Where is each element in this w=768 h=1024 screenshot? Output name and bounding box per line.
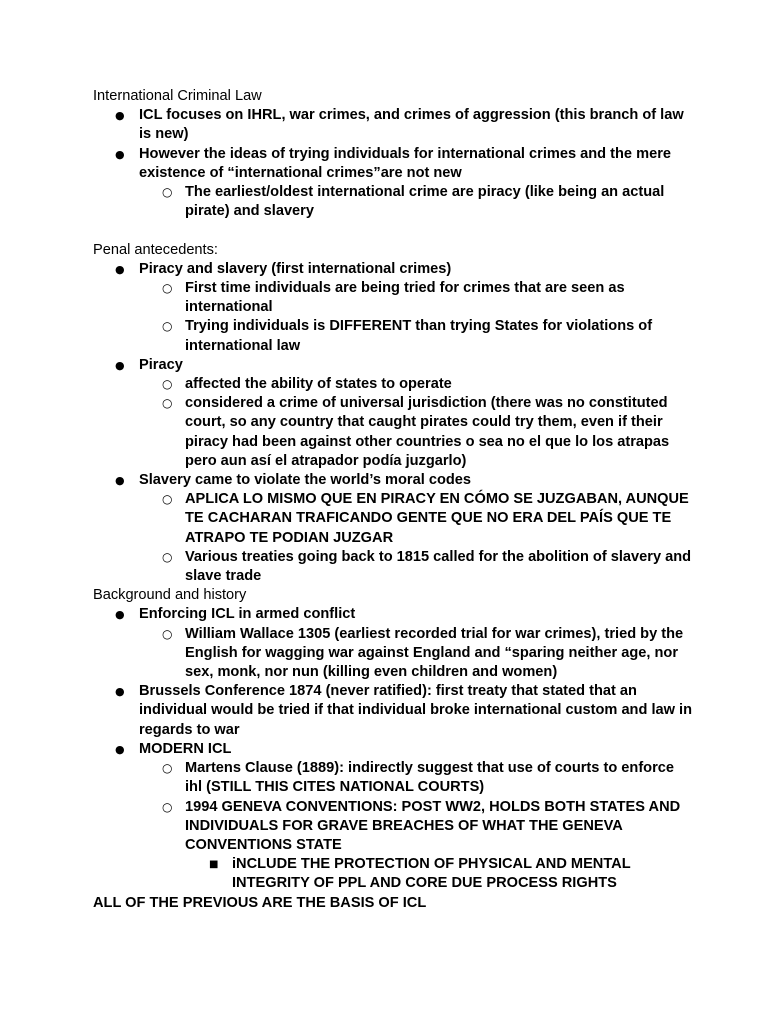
closing-statement: ALL OF THE PREVIOUS ARE THE BASIS OF ICL [93,894,427,911]
list-item-text: However the ideas of trying individuals for international crimes and the mere existence of “international crimes”are not new [139,145,671,181]
list-item-text: 1994 GENEVA CONVENTIONS: POST WW2, HOLDS BOTH STATES AND INDIVIDUALS FOR GRAVE BREACHES OF WHAT THE GENEVA CONVENTIONS STATE [185,798,681,853]
hollow-circle-bullet-icon: ○ [162,396,173,411]
list-item [93,625,693,683]
list-item-text: William Wallace 1305 (earliest recorded trial for war crimes), tried by the English for wagging war against England and “sparing neither age, nor sex, monk, nor nun (killing even children and women) [185,625,684,681]
list-item-text: First time individuals are being tried for crimes that are seen as international [185,280,625,316]
list-item-text: Piracy [139,356,183,373]
hollow-circle-bullet-icon: ○ [162,281,173,296]
hollow-circle-bullet-icon: ○ [162,319,173,334]
list-item [93,260,693,279]
list-item-text: Slavery came to violate the world’s moral codes [139,472,472,489]
hollow-circle-bullet-icon: ○ [162,377,173,392]
list-item [93,106,693,144]
list-item-text: considered a crime of universal jurisdiction (there was no constituted court, so any country that caught pirates could try them, even if their piracy had been against other countries o sea no el que lo los atrapas pero aun así el atrapador podía juzgarlo) [185,395,670,469]
list-item-text: iNCLUDE THE PROTECTION OF PHYSICAL AND MENTAL INTEGRITY OF PPL AND CORE DUE PROCESS RIGHTS [232,856,631,892]
list-item [93,145,693,183]
document-title: International Criminal Law [93,88,262,104]
list-item [93,394,693,471]
filled-circle-bullet-icon: ● [115,147,125,161]
filled-circle-bullet-icon: ● [115,109,125,123]
list-item [93,798,693,856]
list-item-text: Trying individuals is DIFFERENT than trying States for violations of international law [185,318,653,354]
list-item [93,471,693,490]
list-item [93,759,693,797]
list-item-text: Brussels Conference 1874 (never ratified): first treaty that stated that an individual would be tried if that individual broke international custom and law in regards to war [139,683,692,738]
hollow-circle-bullet-icon: ○ [162,761,173,776]
hollow-circle-bullet-icon: ○ [162,185,173,200]
list-item [93,548,693,586]
hollow-circle-bullet-icon: ○ [162,492,173,507]
list-item-text: affected the ability of states to operate [185,376,452,393]
list-item [93,682,693,740]
filled-circle-bullet-icon: ● [115,262,125,276]
filled-circle-bullet-icon: ● [115,358,125,372]
list-item [93,356,693,375]
filled-circle-bullet-icon: ● [115,608,125,622]
list-item-text: Enforcing ICL in armed conflict [139,606,356,623]
list-item [93,855,693,893]
list-item [93,317,693,355]
list-item [93,605,693,624]
list-item-text: Martens Clause (1889): indirectly suggest that use of courts to enforce ihl (STILL THIS CITES NATIONAL COURTS) [185,760,675,796]
list-item-text: MODERN ICL [139,740,232,757]
list-item-text: The earliest/oldest international crime are piracy (like being an actual pirate) and slavery [185,184,665,220]
list-item [93,375,693,394]
list-item [93,279,693,317]
filled-circle-bullet-icon: ● [115,685,125,699]
hollow-circle-bullet-icon: ○ [162,626,173,641]
hollow-circle-bullet-icon: ○ [162,799,173,814]
list-item-text: Piracy and slavery (first international crimes) [139,260,452,277]
list-item [93,740,693,759]
list-item-text: Various treaties going back to 1815 called for the abolition of slavery and slave trade [185,548,692,585]
list-item-text: ICL focuses on IHRL, war crimes, and crimes of aggression (this branch of law is new) [139,107,684,143]
list-item-text: APLICA LO MISMO QUE EN PIRACY EN CÓMO SE JUZGABAN, AUNQUE TE CACHARAN TRAFICANDO GENTE QUE NO ERA DEL PAÍS QUE TE ATRAPO TE PODIAN JUZGAR [185,491,689,546]
section-heading-background: Background and history [93,587,247,604]
list-item [93,490,693,548]
document-page [93,87,693,913]
hollow-circle-bullet-icon: ○ [162,549,173,564]
list-item [93,183,693,221]
filled-circle-bullet-icon: ● [115,742,125,756]
filled-circle-bullet-icon: ● [115,474,125,488]
filled-square-bullet-icon: ■ [209,859,219,871]
section-heading-penal-antecedents: Penal antecedents: [93,241,218,258]
blank-line [93,221,693,240]
